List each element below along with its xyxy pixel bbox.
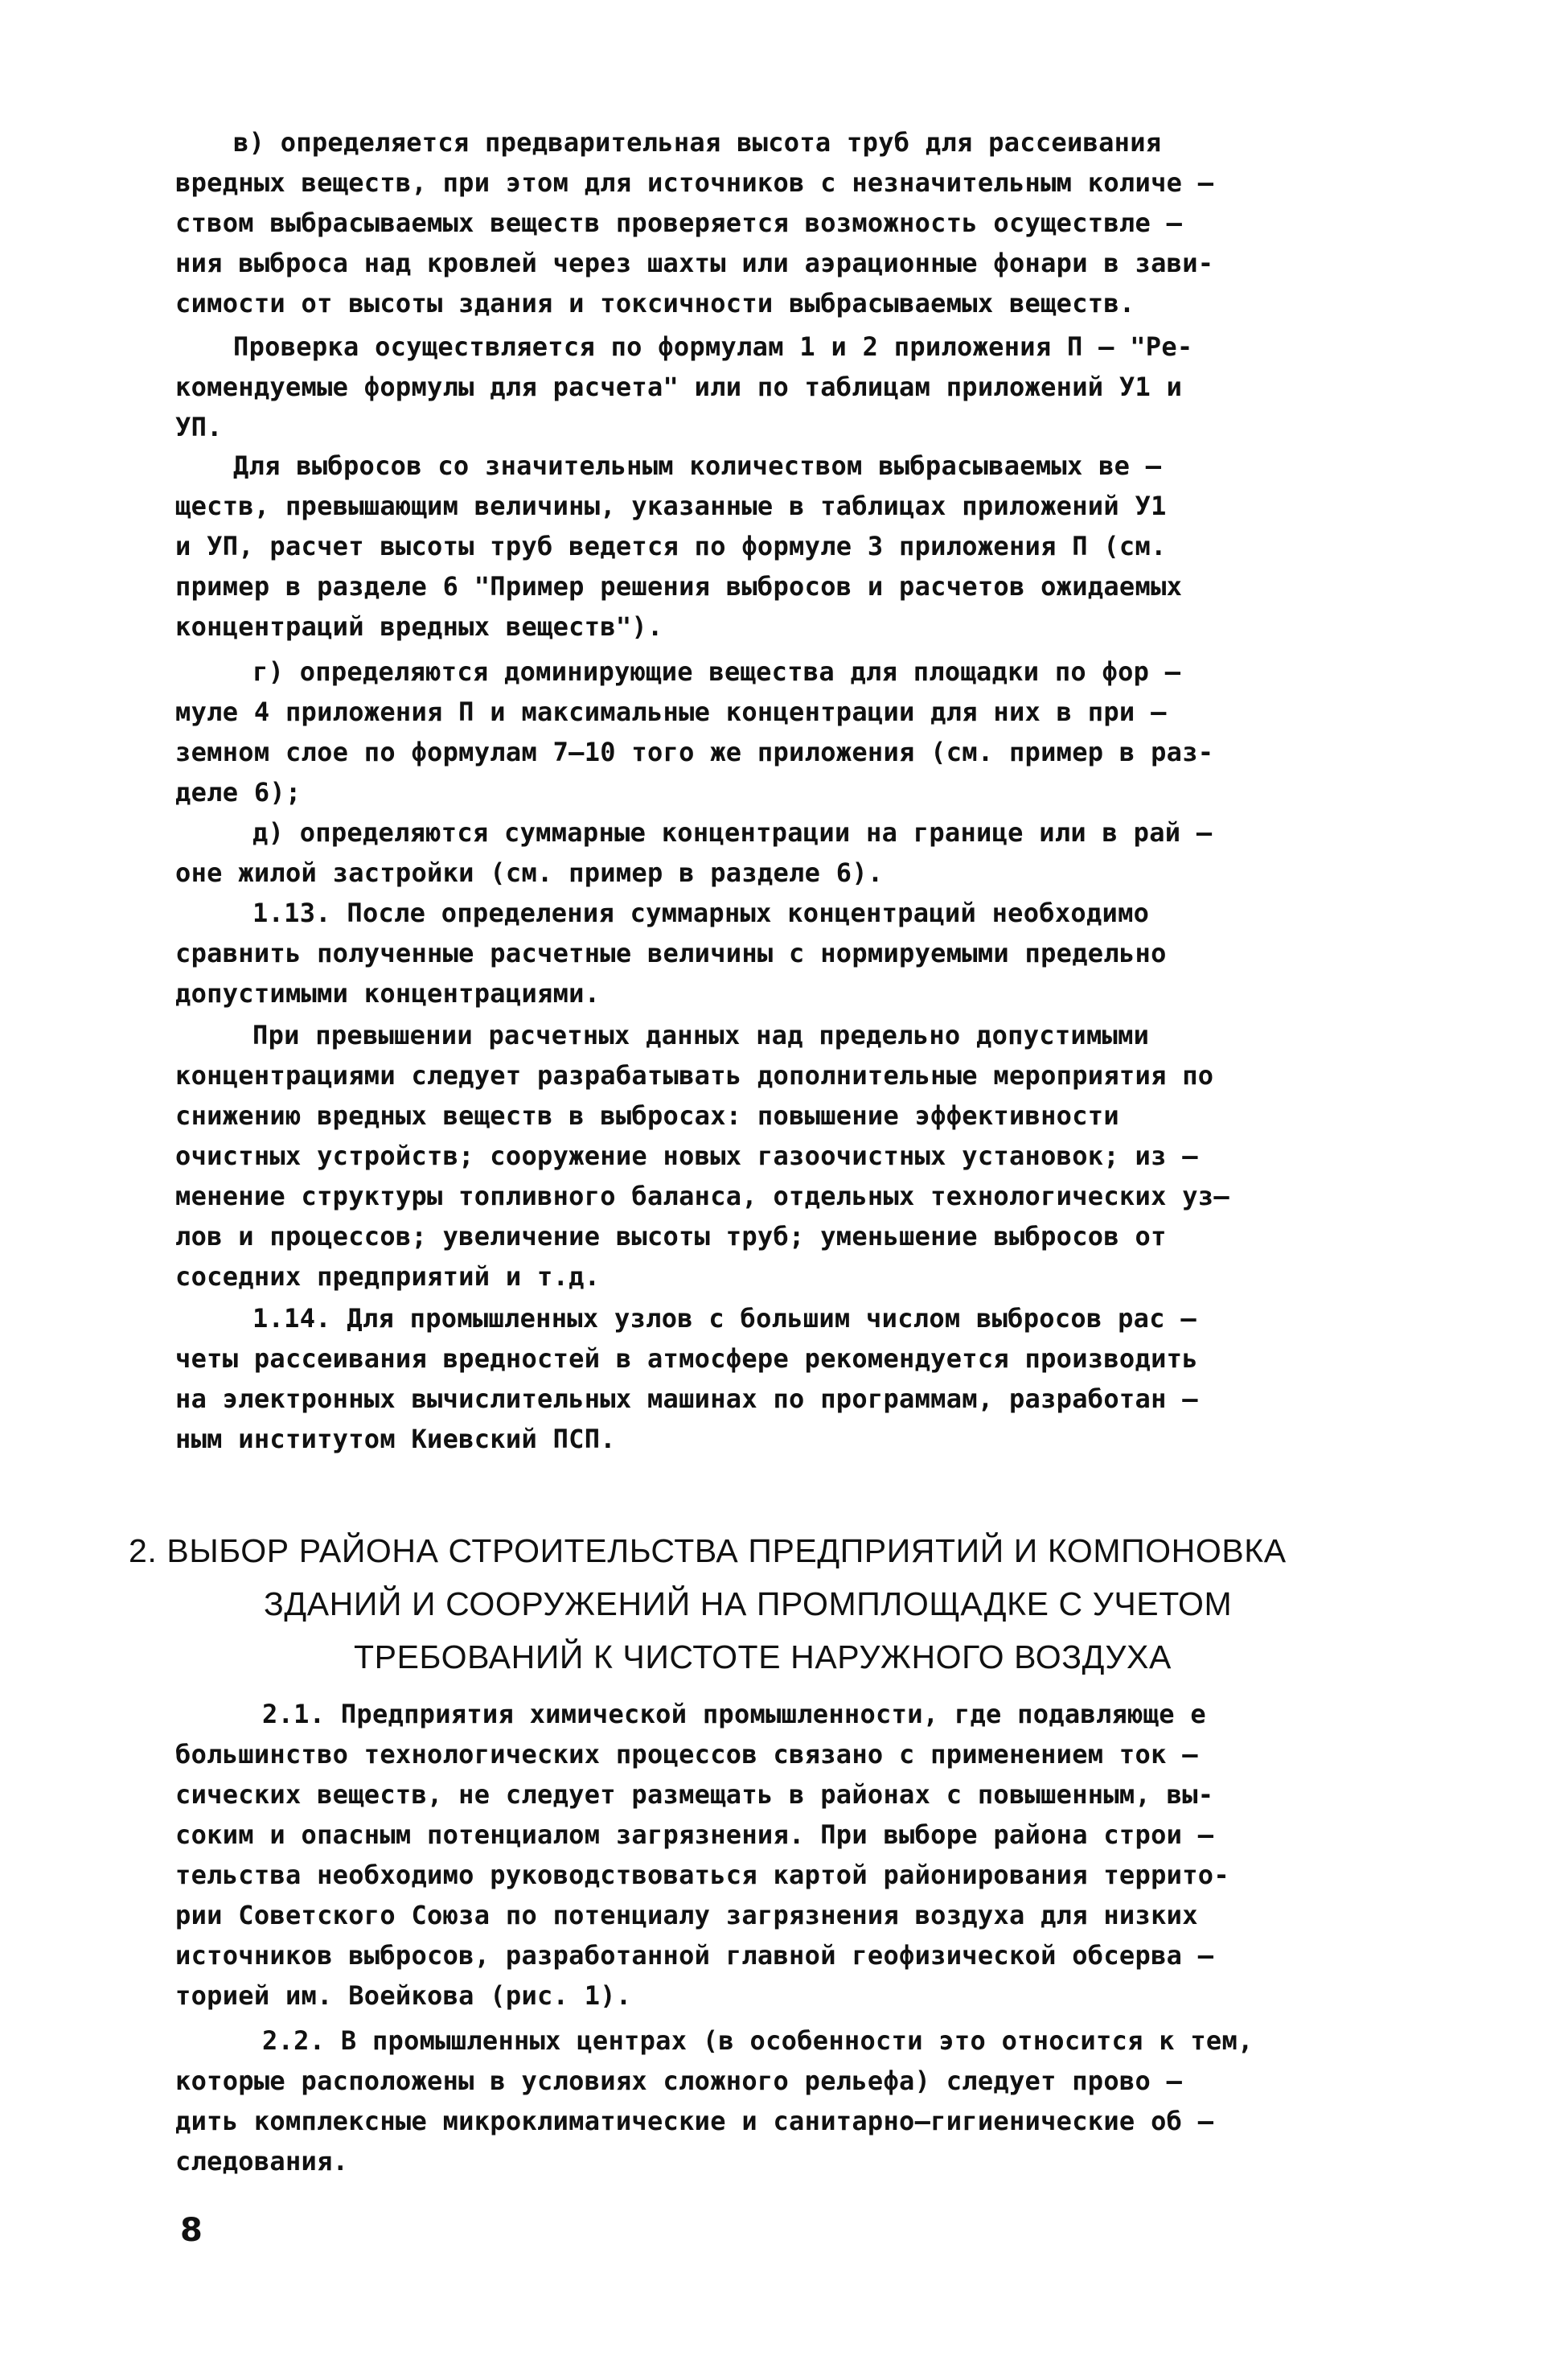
text-line: снижению вредных веществ в выбросах: повышение эффективности xyxy=(175,1100,1119,1131)
text-line: муле 4 приложения П и максимальные концентрации для них в при – xyxy=(175,697,1167,727)
paragraph-exceedance xyxy=(175,1015,1454,1297)
paragraph-large-emissions xyxy=(175,446,1454,647)
paragraph-2-1 xyxy=(175,1694,1454,2016)
text-line: 1.14. Для промышленных узлов с большим числом выбросов рас – xyxy=(252,1303,1197,1334)
text-line: УП. xyxy=(175,412,223,442)
text-line: земном слое по формулам 7–10 того же приложения (см. пример в раз- xyxy=(175,737,1214,767)
text-line: лов и процессов; увеличение высоты труб; уменьшение выбросов от xyxy=(175,1221,1167,1252)
text-line: ством выбрасываемых веществ проверяется возможность осуществле – xyxy=(175,208,1183,238)
paragraph-1-13 xyxy=(175,893,1454,1013)
text-line: концентрациями следует разрабатывать дополнительные мероприятия по xyxy=(175,1060,1214,1091)
text-line: которые расположены в условиях сложного рельефа) следует прово – xyxy=(175,2066,1183,2096)
text-line: дить комплексные микроклиматические и санитарно–гигиенические об – xyxy=(175,2106,1214,2136)
text-line: сравнить полученные расчетные величины с нормируемыми предельно xyxy=(175,938,1167,968)
text-line: большинство технологических процессов связано с применением ток – xyxy=(175,1739,1198,1770)
text-line: менение структуры топливного баланса, отдельных технологических уз– xyxy=(175,1181,1229,1211)
text-line: рии Советского Союза по потенциалу загрязнения воздуха для низких xyxy=(175,1900,1198,1930)
text-line: ным институтом Киевский ПСП. xyxy=(175,1424,616,1454)
paragraph-2-2 xyxy=(175,2020,1454,2181)
page-number: 8 xyxy=(180,2212,203,2249)
text-line: тельства необходимо руководствоваться картой районирования террито- xyxy=(175,1860,1229,1890)
text-line: соким и опасным потенциалом загрязнения. При выборе района строи – xyxy=(175,1819,1214,1850)
section-2-heading xyxy=(129,1524,1463,1683)
text-line: торией им. Воейкова (рис. 1). xyxy=(175,1980,632,2011)
text-line: вредных веществ, при этом для источников с незначительным количе – xyxy=(175,167,1214,198)
text-line: очистных устройств; сооружение новых газоочистных установок; из – xyxy=(175,1141,1198,1171)
paragraph-d xyxy=(175,812,1454,893)
text-line: симости от высоты здания и токсичности выбрасываемых веществ. xyxy=(175,288,1135,319)
text-line: комендуемые формулы для расчета" или по таблицам приложений У1 и xyxy=(175,372,1183,402)
text-line: допустимыми концентрациями. xyxy=(175,978,601,1009)
text-line: Для выбросов со значительным количеством выбрасываемых ве – xyxy=(233,450,1162,481)
text-line: четы рассеивания вредностей в атмосфере рекомендуется производить xyxy=(175,1343,1198,1374)
text-line: следования. xyxy=(175,2146,349,2177)
text-line: Проверка осуществляется по формулам 1 и 2 приложения П – "Ре- xyxy=(233,331,1193,362)
paragraph-v xyxy=(175,122,1454,323)
text-line: г) определяются доминирующие вещества для площадки по фор – xyxy=(252,656,1181,687)
text-line: концентраций вредных веществ"). xyxy=(175,611,663,642)
text-line: соседних предприятий и т.д. xyxy=(175,1261,601,1292)
text-line: ния выброса над кровлей через шахты или аэрационные фонари в зави- xyxy=(175,248,1214,278)
text-line: оне жилой застройки (см. пример в разделе 6). xyxy=(175,857,884,888)
paragraph-1-14 xyxy=(175,1298,1454,1459)
heading-line: ТРЕБОВАНИЙ К ЧИСТОТЕ НАРУЖНОГО ВОЗДУХА xyxy=(354,1638,1172,1675)
text-line: деле 6); xyxy=(175,777,302,808)
text-line: При превышении расчетных данных над предельно допустимыми xyxy=(252,1020,1150,1050)
paragraph-g xyxy=(175,652,1454,812)
text-line: 2.1. Предприятия химической промышленности, где подавляюще е xyxy=(262,1699,1206,1729)
text-line: в) определяется предварительная высота труб для рассеивания xyxy=(233,127,1162,158)
paragraph-check xyxy=(175,327,1454,447)
text-line: д) определяются суммарные концентрации на границе или в рай – xyxy=(252,817,1213,848)
text-line: ществ, превышающим величины, указанные в таблицах приложений У1 xyxy=(175,491,1167,521)
text-line: 1.13. После определения суммарных концентраций необходимо xyxy=(252,898,1150,928)
text-line: на электронных вычислительных машинах по программам, разработан – xyxy=(175,1383,1198,1414)
text-line: источников выбросов, разработанной главной геофизической обсерва – xyxy=(175,1940,1214,1971)
heading-line: 2. ВЫБОР РАЙОНА СТРОИТЕЛЬСТВА ПРЕДПРИЯТИЙ И КОМПОНОВКА xyxy=(129,1532,1287,1569)
text-line: и УП, расчет высоты труб ведется по формуле 3 приложения П (см. xyxy=(175,531,1167,561)
text-line: 2.2. В промышленных центрах (в особенности это относится к тем, xyxy=(262,2025,1254,2056)
text-line: пример в разделе 6 "Пример решения выбросов и расчетов ожидаемых xyxy=(175,571,1183,602)
heading-line: ЗДАНИЙ И СООРУЖЕНИЙ НА ПРОМПЛОЩАДКЕ С УЧЕТОМ xyxy=(264,1585,1233,1622)
text-line: сических веществ, не следует размещать в районах с повышенным, вы- xyxy=(175,1779,1214,1810)
